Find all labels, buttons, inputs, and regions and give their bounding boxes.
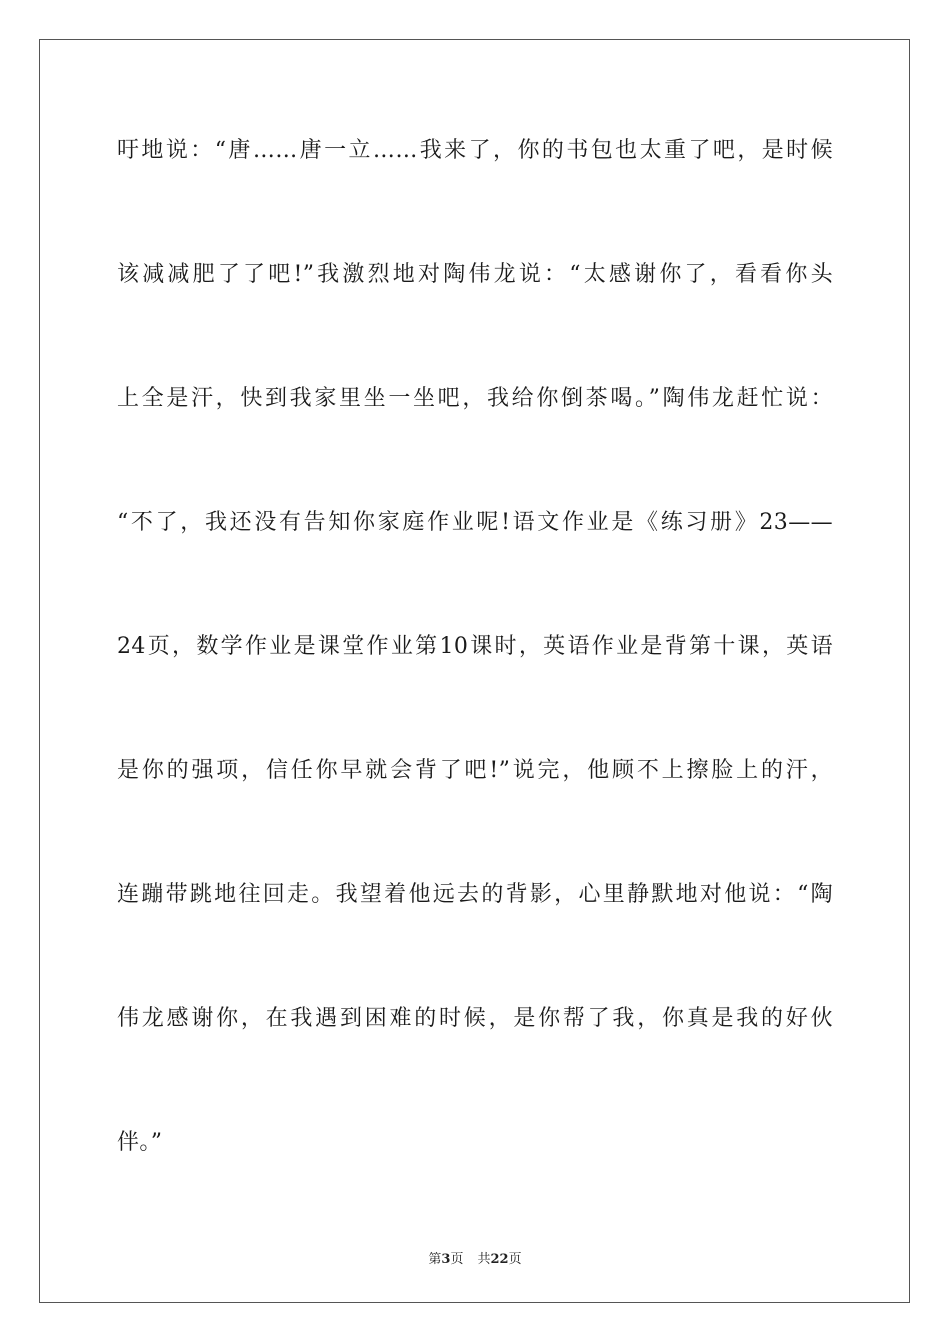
total-prefix: 共 [477,1252,491,1267]
total-suffix: 页 [508,1252,522,1267]
paragraph-line: “不了，我还没有告知你家庭作业呢!语文作业是《练习册》23—— [117,510,833,535]
paragraph-line: 连蹦带跳地往回走。我望着他远去的背影，心里静默地对他说：“陶 [117,882,833,907]
total-page-count: 22 [490,1252,509,1267]
paragraph-line: 上全是汗，快到我家里坐一坐吧，我给你倒茶喝。”陶伟龙赶忙说： [117,386,833,411]
paragraph-line: 是你的强项，信任你早就会背了吧!”说完，他顾不上擦脸上的汗， [117,758,833,783]
current-page-number: 3 [441,1252,451,1267]
paragraph-line: 24页，数学作业是课堂作业第10课时，英语作业是背第十课，英语 [117,634,833,659]
page-suffix: 页 [450,1252,464,1267]
paragraph-line: 伴。” [117,1130,163,1155]
paragraph-line: 吁地说：“唐……唐一立……我来了，你的书包也太重了吧，是时候 [117,138,833,163]
paragraph-line: 该减减肥了了吧!”我激烈地对陶伟龙说：“太感谢你了，看看你头 [117,262,833,287]
paragraph-line: 伟龙感谢你，在我遇到困难的时候，是你帮了我，你真是我的好伙 [117,1006,833,1031]
page-footer [0,1248,950,1267]
page-border [39,39,910,1303]
page-prefix: 第 [428,1252,442,1267]
